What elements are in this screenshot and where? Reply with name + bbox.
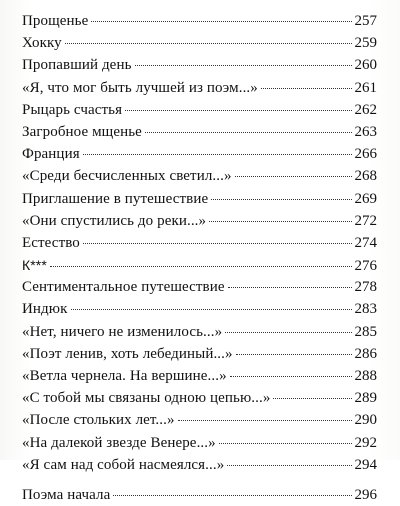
dot-leader bbox=[273, 394, 351, 399]
toc-entry bbox=[22, 387, 377, 409]
toc-entry-title: Приглашение в путешествие bbox=[22, 190, 209, 207]
dot-leader bbox=[235, 172, 352, 177]
toc-entry-title: Поэма начала bbox=[22, 486, 111, 503]
dot-leader bbox=[209, 217, 351, 222]
toc-entry-page: 257 bbox=[354, 13, 377, 29]
toc-entry-page: 263 bbox=[354, 123, 377, 140]
toc-entry-title: «Я, что мог быть лучшей из поэм...» bbox=[22, 79, 258, 96]
toc-entry-page: 288 bbox=[354, 368, 377, 384]
toc-entry bbox=[22, 409, 377, 431]
dot-leader bbox=[83, 150, 352, 155]
toc-entry-page: 286 bbox=[354, 345, 377, 362]
dot-leader bbox=[91, 17, 351, 22]
dot-leader bbox=[236, 350, 352, 355]
toc-entry-page: 259 bbox=[354, 35, 377, 52]
dot-leader bbox=[225, 328, 351, 333]
toc-entry bbox=[22, 432, 377, 454]
toc-entry-title: Индюк bbox=[22, 301, 68, 318]
toc-entry-title: «С тобой мы связаны одною цепью...» bbox=[22, 390, 271, 407]
toc-entry-page: 272 bbox=[354, 212, 377, 229]
toc-entry bbox=[22, 254, 377, 276]
toc-entry-page: 260 bbox=[354, 57, 377, 74]
toc-entry-title: Загробное мщенье bbox=[22, 123, 142, 140]
toc-entry-title: Франция bbox=[22, 146, 80, 163]
toc-entry bbox=[22, 343, 377, 365]
toc-entry bbox=[22, 232, 377, 254]
toc-entry bbox=[22, 121, 377, 143]
toc-entry-page: 283 bbox=[354, 301, 377, 318]
toc-entry-title: «Среди бесчисленных светил...» bbox=[22, 168, 232, 185]
toc-entry bbox=[22, 321, 377, 343]
toc-entry bbox=[22, 32, 377, 54]
toc-entry bbox=[22, 54, 377, 76]
toc-entry-page: 296 bbox=[354, 486, 377, 503]
toc-entry bbox=[22, 210, 377, 232]
toc-entry bbox=[22, 298, 377, 320]
toc-entry-title: Пропавший день bbox=[22, 57, 132, 74]
toc-entry bbox=[22, 165, 377, 187]
toc-entry-title: Естество bbox=[22, 234, 80, 251]
dot-leader bbox=[113, 491, 351, 496]
toc-entry bbox=[22, 188, 377, 210]
dot-leader bbox=[145, 128, 352, 133]
toc-entry-title: Рыцарь счастья bbox=[22, 101, 123, 118]
toc-entry bbox=[22, 77, 377, 99]
toc-entry-page: 274 bbox=[354, 234, 377, 251]
toc-entry-page: 276 bbox=[354, 258, 377, 275]
toc-entry bbox=[22, 484, 377, 506]
toc-entry-page: 290 bbox=[354, 412, 377, 429]
toc-entry-title: «После стольких лет...» bbox=[22, 412, 175, 429]
table-of-contents bbox=[22, 10, 377, 506]
toc-entry-title: Хокку bbox=[22, 35, 62, 52]
toc-entry-title: «Они спустились до реки...» bbox=[22, 212, 207, 229]
dot-leader bbox=[50, 262, 352, 267]
toc-entry-title: К*** bbox=[22, 257, 47, 274]
toc-entry-title: Прощенье bbox=[22, 13, 89, 29]
dot-leader bbox=[178, 416, 352, 421]
toc-entry-page: 266 bbox=[354, 146, 377, 163]
toc-entry bbox=[22, 454, 377, 476]
dot-leader bbox=[227, 461, 351, 466]
toc-entry bbox=[22, 276, 377, 298]
dot-leader bbox=[230, 372, 352, 377]
toc-entry-title: «Ветла чернела. На вершине...» bbox=[22, 368, 227, 384]
dot-leader bbox=[211, 195, 351, 200]
dot-leader bbox=[261, 84, 352, 89]
dot-leader bbox=[135, 61, 352, 66]
toc-entry bbox=[22, 365, 377, 387]
toc-entry-page: 278 bbox=[354, 279, 377, 296]
toc-entry-page: 289 bbox=[354, 390, 377, 407]
toc-entry bbox=[22, 143, 377, 165]
toc-entry-page: 269 bbox=[354, 190, 377, 207]
toc-entry-page: 294 bbox=[354, 456, 377, 473]
toc-entry-page: 292 bbox=[354, 434, 377, 451]
toc-entry bbox=[22, 10, 377, 32]
dot-leader bbox=[65, 39, 352, 44]
dot-leader bbox=[71, 305, 352, 310]
toc-entry-page: 285 bbox=[354, 323, 377, 340]
toc-entry-page: 262 bbox=[354, 101, 377, 118]
toc-entry-page: 261 bbox=[354, 79, 377, 96]
dot-leader bbox=[83, 239, 352, 244]
dot-leader bbox=[219, 439, 352, 444]
toc-entry-title: «Нет, ничего не изменилось...» bbox=[22, 323, 223, 340]
toc-entry bbox=[22, 99, 377, 121]
toc-entry-title: Сентиментальное путешествие bbox=[22, 279, 225, 296]
toc-entry-title: «Поэт ленив, хоть лебединый...» bbox=[22, 345, 233, 362]
dot-leader bbox=[125, 106, 351, 111]
toc-entry-page: 268 bbox=[354, 168, 377, 185]
dot-leader bbox=[228, 283, 352, 288]
toc-entry-title: «На далекой звезде Венере...» bbox=[22, 434, 216, 451]
toc-entry-title: «Я сам над собой насмеялся...» bbox=[22, 456, 225, 473]
